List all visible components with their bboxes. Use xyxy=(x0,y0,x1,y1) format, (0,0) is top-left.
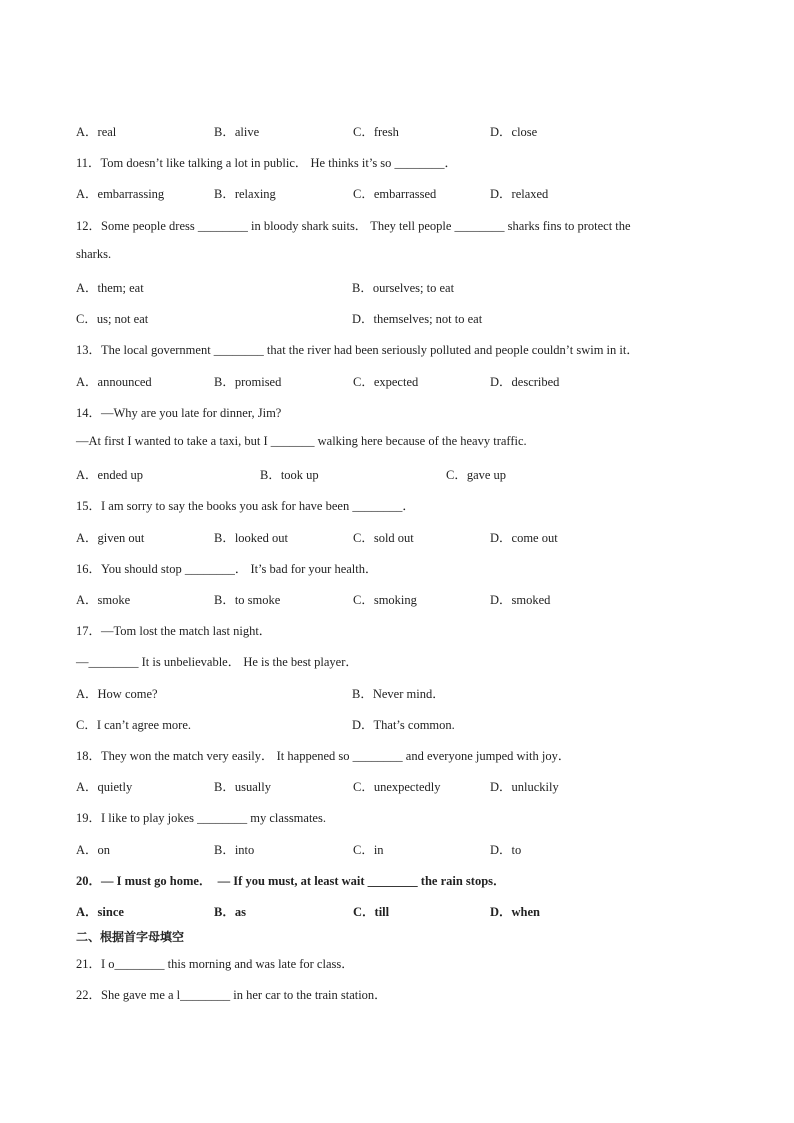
q12-option-a: A．them; eat xyxy=(76,281,144,295)
q10-option-a: A．real xyxy=(76,125,117,139)
q13-options xyxy=(76,372,756,388)
q16-option-b: B．to smoke xyxy=(214,593,281,607)
q16-options xyxy=(76,590,756,606)
section-2-heading: 二、根据首字母填空 xyxy=(76,930,185,944)
q14-options xyxy=(76,465,756,481)
q14-option-a: A．ended up xyxy=(76,468,143,482)
q18-stem: 18．They won the match very easily． It happened so ________ and everyone jumped with joy． xyxy=(76,749,571,763)
q20-option-a: A．since xyxy=(76,905,124,919)
q12-stem-line1: 12．Some people dress ________ in bloody shark suits． They tell people ________ sharks fins to protect the xyxy=(76,219,631,233)
q14-option-b: B．took up xyxy=(260,468,319,482)
q13-option-c: C．expected xyxy=(353,375,419,389)
q17-stem-line1: 17．—Tom lost the match last night． xyxy=(76,624,272,638)
q11-options xyxy=(76,184,756,200)
q11-option-a: A．embarrassing xyxy=(76,187,165,201)
q10-option-d: D．close xyxy=(490,125,538,139)
q10-option-b: B．alive xyxy=(214,125,260,139)
q12-stem-line2: sharks. xyxy=(76,247,112,261)
q20-option-c: C．till xyxy=(353,905,390,919)
q17-options-row1 xyxy=(76,684,756,700)
q10-options xyxy=(76,122,756,138)
q20-option-b: B．as xyxy=(214,905,246,919)
q13-option-b: B．promised xyxy=(214,375,282,389)
q12-option-b: B．ourselves; to eat xyxy=(352,281,455,295)
q17-stem-line2: —________ It is unbelievable． He is the best player． xyxy=(76,655,358,669)
q12-option-d: D．themselves; not to eat xyxy=(352,312,483,326)
q15-option-b: B．looked out xyxy=(214,531,288,545)
q19-stem: 19．I like to play jokes ________ my classmates. xyxy=(76,811,326,825)
q17-options-row2 xyxy=(76,715,756,731)
q22-stem: 22．She gave me a l________ in her car to the train station． xyxy=(76,988,387,1002)
q18-option-b: B．usually xyxy=(214,780,271,794)
q19-option-c: C．in xyxy=(353,843,384,857)
q17-option-d: D．That’s common. xyxy=(352,718,455,732)
q12-options-row1 xyxy=(76,278,756,294)
q20-option-d: D．when xyxy=(490,905,541,919)
q13-option-d: D．described xyxy=(490,375,560,389)
q15-stem: 15．I am sorry to say the books you ask for have been ________． xyxy=(76,499,415,513)
q13-stem: 13．The local government ________ that the river had been seriously polluted and people couldn’t swim in it． xyxy=(76,343,639,357)
q11-stem: 11．Tom doesn’t like talking a lot in public． He thinks it’s so ________． xyxy=(76,156,458,170)
q13-option-a: A．announced xyxy=(76,375,152,389)
q17-option-a: A．How come? xyxy=(76,687,158,701)
q11-option-d: D．relaxed xyxy=(490,187,549,201)
q19-option-a: A．on xyxy=(76,843,111,857)
q16-option-d: D．smoked xyxy=(490,593,551,607)
q20-stem: 20．— I must go home． — If you must, at least wait ________ the rain stops． xyxy=(76,874,506,888)
q21-stem: 21．I o________ this morning and was late for class． xyxy=(76,957,354,971)
q19-option-b: B．into xyxy=(214,843,255,857)
q16-option-a: A．smoke xyxy=(76,593,131,607)
q19-options xyxy=(76,840,756,856)
q12-options-row2 xyxy=(76,309,756,325)
q12-option-c: C．us; not eat xyxy=(76,312,149,326)
q18-option-a: A．quietly xyxy=(76,780,133,794)
q17-option-c: C．I can’t agree more. xyxy=(76,718,191,732)
q11-option-c: C．embarrassed xyxy=(353,187,437,201)
q14-stem-line2: —At first I wanted to take a taxi, but I _______ walking here because of the heavy traffic. xyxy=(76,434,527,448)
q14-option-c: C．gave up xyxy=(446,468,507,482)
q15-option-a: A．given out xyxy=(76,531,145,545)
q10-option-c: C．fresh xyxy=(353,125,399,139)
q14-stem-line1: 14．—Why are you late for dinner, Jim? xyxy=(76,406,282,420)
q18-option-c: C．unexpectedly xyxy=(353,780,441,794)
q20-options xyxy=(76,902,756,918)
q19-option-d: D．to xyxy=(490,843,522,857)
q18-options xyxy=(76,777,756,793)
q15-option-d: D．come out xyxy=(490,531,558,545)
q17-option-b: B．Never mind． xyxy=(352,687,445,701)
q15-options xyxy=(76,528,756,544)
q11-option-b: B．relaxing xyxy=(214,187,276,201)
q16-option-c: C．smoking xyxy=(353,593,417,607)
q16-stem: 16．You should stop ________． It’s bad for your health． xyxy=(76,562,378,576)
q15-option-c: C．sold out xyxy=(353,531,414,545)
q18-option-d: D．unluckily xyxy=(490,780,559,794)
